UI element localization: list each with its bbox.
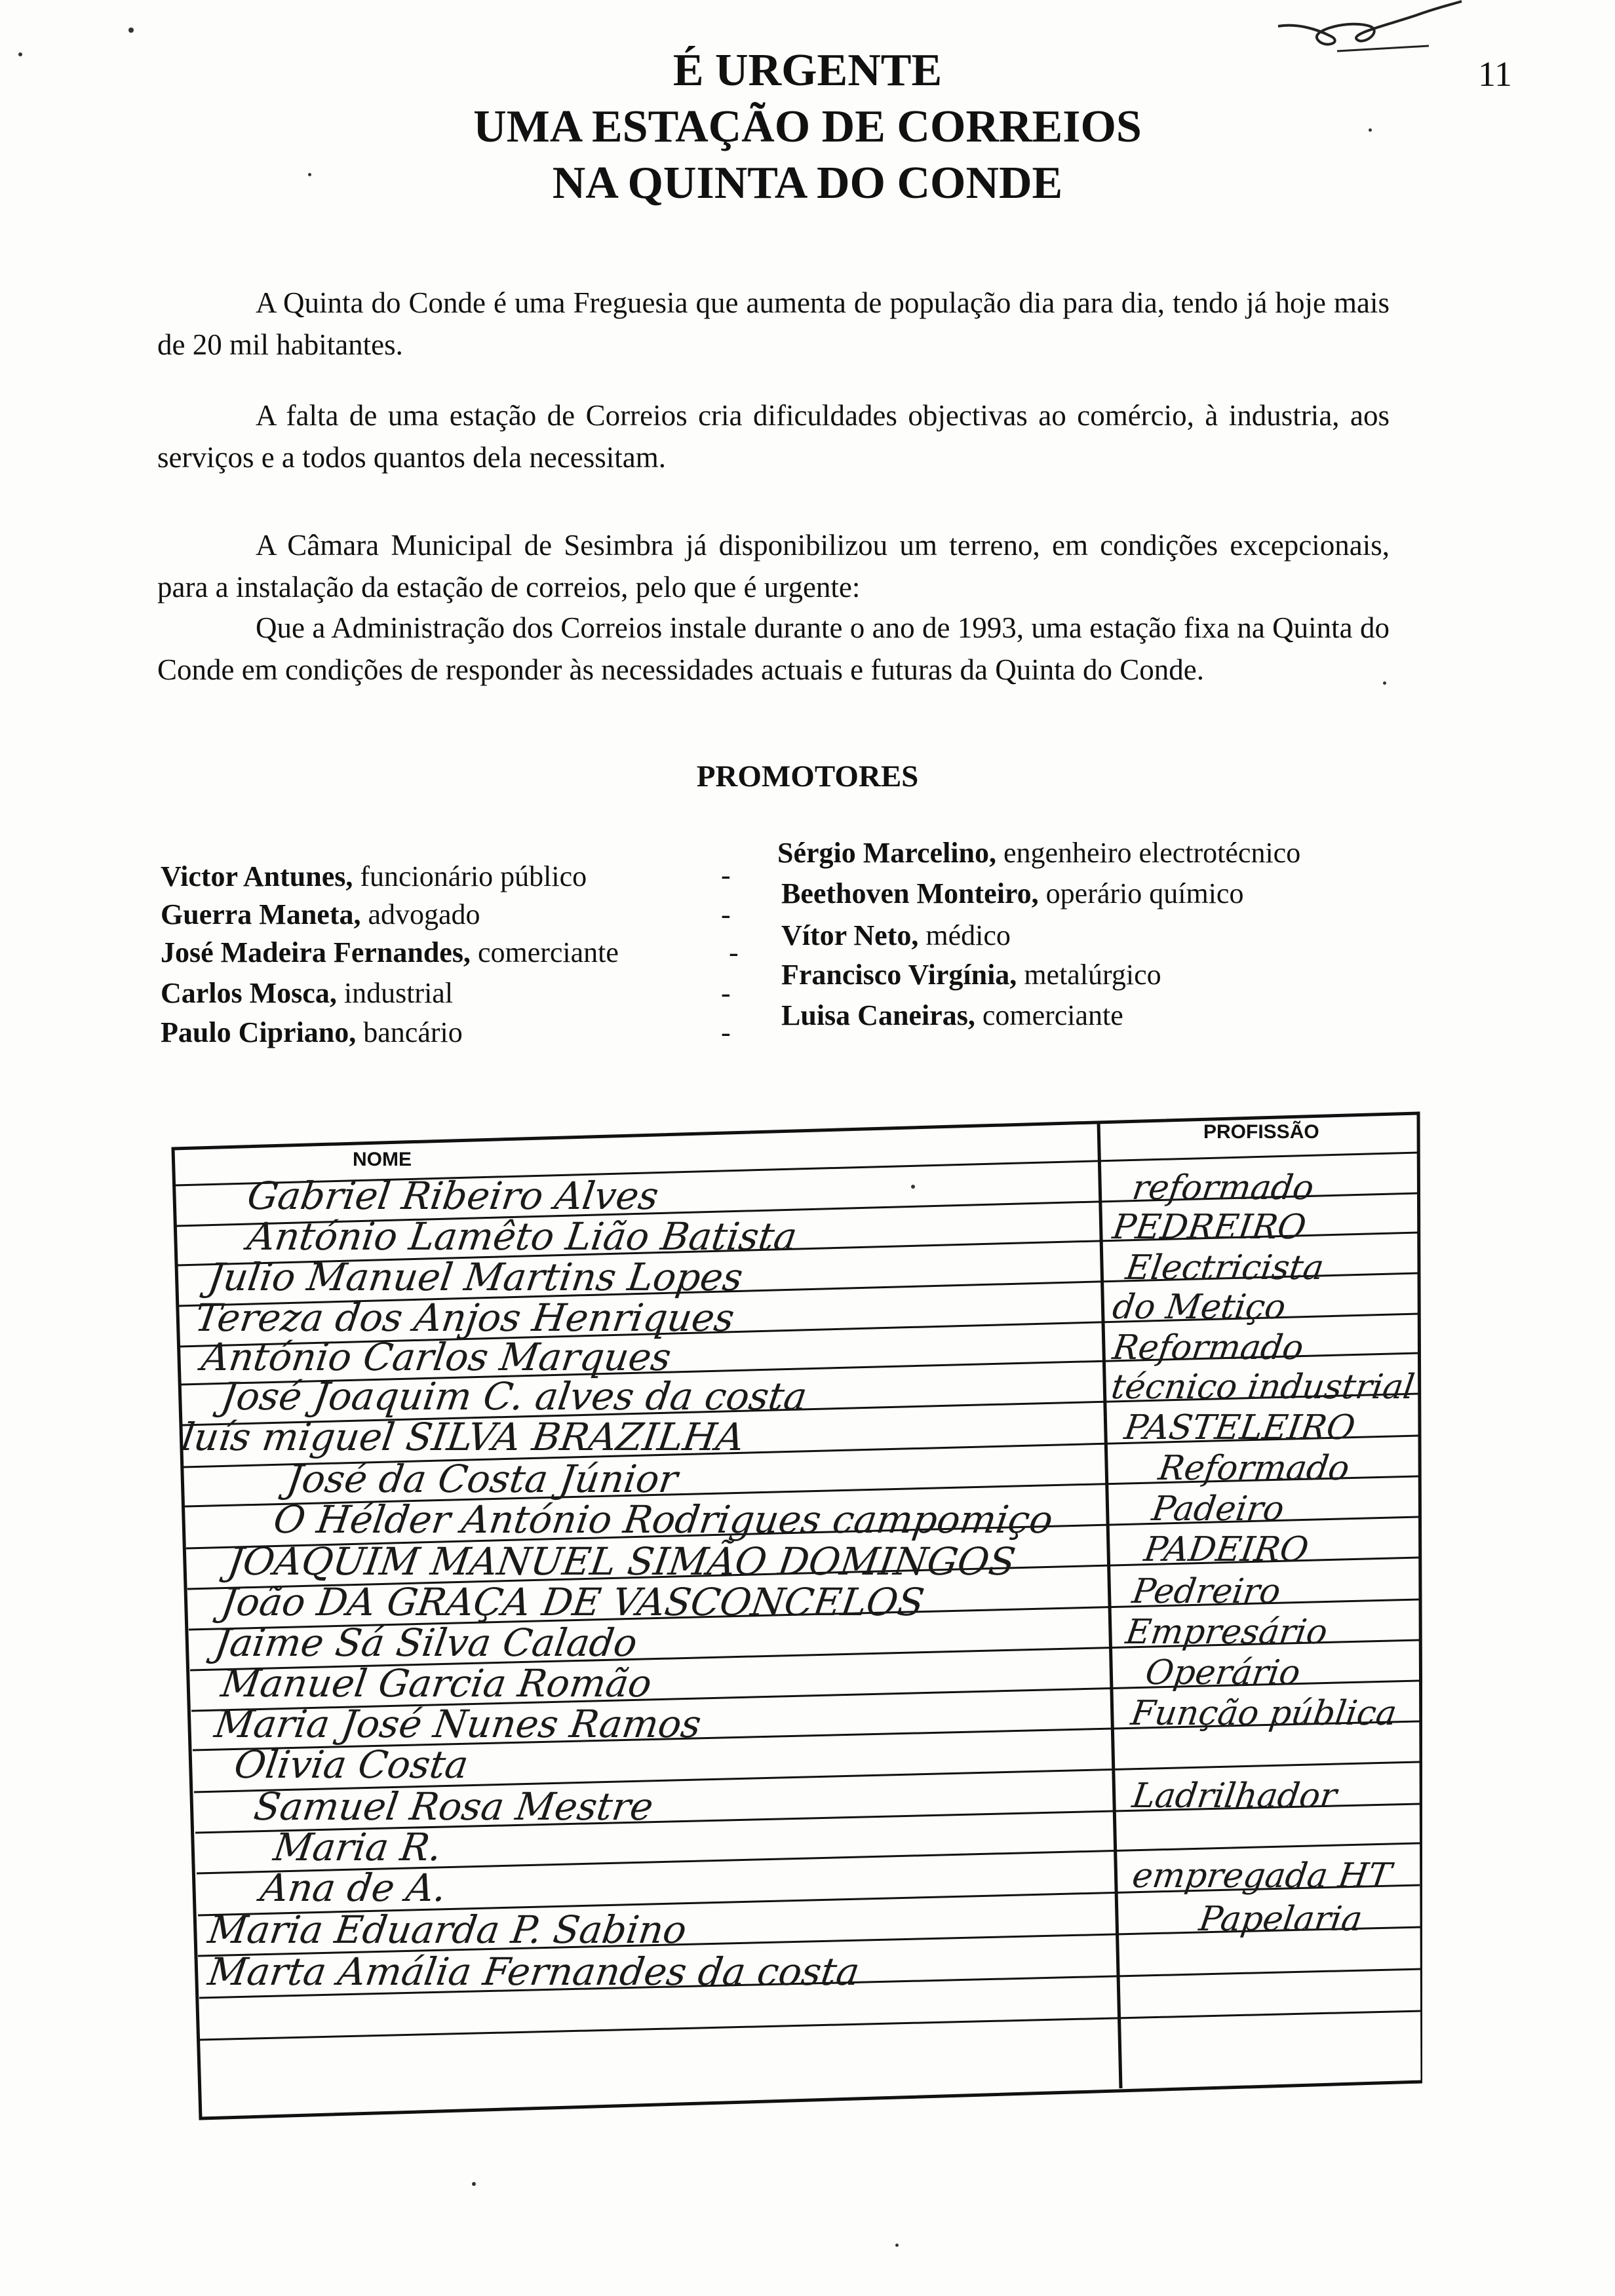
promoter-left-4: Carlos Mosca, industrial — [161, 977, 454, 1009]
signature-row-profession: Empresário — [1123, 1613, 1330, 1652]
signature-row-profession: PEDREIRO — [1110, 1208, 1309, 1247]
promoter-right-4: Francisco Virgínia, metalúrgico — [781, 959, 1161, 991]
promoter-right-2: Beethoven Monteiro, operário químico — [781, 877, 1244, 909]
promoter-right-5: Luisa Caneiras, comerciante — [781, 999, 1123, 1031]
signature-row-profession: técnico industrial — [1108, 1368, 1417, 1407]
signature-row-name: Julio Manuel Martins Lopes — [205, 1255, 746, 1299]
scan-speck — [18, 52, 22, 56]
signature-row-name: O Hélder António Rodrigues campomiço — [271, 1497, 1056, 1542]
scan-speck — [911, 1185, 915, 1189]
promoter-separator: - — [721, 1016, 731, 1048]
promoters-heading: PROMOTORES — [696, 759, 919, 794]
signature-row-name: Maria José Nunes Ramos — [212, 1702, 704, 1746]
signature-row-name: Manuel Garcia Romão — [218, 1661, 655, 1706]
signature-row-profession: Função pública — [1128, 1694, 1399, 1733]
scan-speck — [895, 2244, 899, 2247]
signature-row-name: Ana de A. — [258, 1866, 450, 1910]
signature-row-name: José Joaquim C. alves da costa — [218, 1374, 810, 1419]
scan-speck — [1369, 128, 1372, 132]
title-line-1: É URGENTE — [672, 45, 943, 96]
promoter-left-3: José Madeira Fernandes, comerciante — [161, 936, 619, 968]
paragraph-2: A falta de uma estação de Correios cria dificuldades objectivas ao comércio, à industria, aos serviços e a todos quantos dela necessitam. — [157, 399, 1390, 474]
signature-row-profession: Padeiro — [1149, 1489, 1287, 1529]
signature-row-profession: Pedreiro — [1129, 1572, 1283, 1611]
signature-row-name: António Lamêto Lião Batista — [244, 1214, 800, 1259]
signature-row-name: Olivia Costa — [231, 1742, 471, 1787]
promoter-separator: - — [729, 936, 739, 968]
column-header-name: NOME — [353, 1149, 412, 1170]
promoter-separator: - — [721, 977, 731, 1009]
paragraph-4: Que a Administração dos Correios instale durante o ano de 1993, uma estação fixa na Quinta do Conde em condições de responder às necessidades actuais e futuras da Quinta do Conde. — [157, 611, 1390, 686]
paragraph-1: A Quinta do Conde é uma Freguesia que aumenta de população dia para dia, tendo já hoje mais de 20 mil habitantes. — [157, 286, 1390, 361]
signature-table — [169, 1109, 1422, 2122]
scan-speck — [128, 28, 134, 33]
scan-speck — [308, 173, 311, 176]
signature-row-name: luís miguel SILVA BRAZILHA — [179, 1415, 747, 1459]
promoter-left-5: Paulo Cipriano, bancário — [161, 1016, 463, 1048]
signature-row-name: Tereza dos Anjos Henriques — [192, 1295, 737, 1340]
signature-row-profession: Operário — [1142, 1653, 1303, 1693]
signature-row-name: Jaime Sá Silva Calado — [212, 1620, 640, 1665]
promoter-right-3: Vítor Neto, médico — [781, 919, 1011, 951]
title-line-2: UMA ESTAÇÃO DE CORREIOS — [473, 102, 1142, 152]
signature-row-profession: Reformado — [1110, 1328, 1306, 1368]
signature-row-profession: empregada HT — [1129, 1856, 1394, 1896]
signature-row-profession: Ladrilhador — [1129, 1776, 1340, 1816]
signature-row-name: Gabriel Ribeiro Alves — [244, 1174, 661, 1218]
signature-row-name: António Carlos Marques — [199, 1335, 674, 1379]
scan-speck — [472, 2182, 476, 2186]
promoter-right-1: Sérgio Marcelino, engenheiro electrotécnico — [777, 837, 1301, 869]
page-number: 11 — [1478, 54, 1512, 94]
signature-row-profession: PADEIRO — [1141, 1530, 1311, 1569]
promoter-separator: - — [721, 898, 731, 930]
signature-row-name: Maria R. — [271, 1825, 445, 1869]
signature-row-profession: reformado — [1129, 1168, 1317, 1208]
signature-row-name: José da Costa Júnior — [284, 1457, 681, 1501]
paragraph-3: A Câmara Municipal de Sesimbra já disponibilizou um terreno, em condições excepcionais, para a instalação da estação de correios, pelo que é urgente: — [157, 529, 1390, 603]
scan-speck — [1383, 681, 1386, 685]
signature-row-profession: do Metiço — [1110, 1288, 1289, 1327]
signature-row-profession: PASTELEIRO — [1121, 1408, 1358, 1447]
title-line-3: NA QUINTA DO CONDE — [552, 158, 1063, 208]
promoter-left-1: Victor Antunes, funcionário público — [161, 860, 587, 892]
column-header-profession: PROFISSÃO — [1203, 1121, 1319, 1143]
signature-row-name: Samuel Rosa Mestre — [251, 1784, 656, 1829]
promoter-separator: - — [721, 859, 731, 891]
signature-row-profession: Electricista — [1123, 1248, 1327, 1288]
signature-row-profession: Reformado — [1156, 1449, 1352, 1488]
signature-row-name: João DA GRAÇA DE VASCONCELOS — [218, 1580, 927, 1624]
signature-row-name: JOAQUIM MANUEL SIMÃO DOMINGOS — [225, 1539, 1019, 1584]
signature-row-name: Marta Amália Fernandes da costa — [205, 1949, 863, 1994]
promoter-left-2: Guerra Maneta, advogado — [161, 898, 480, 930]
signature-row-profession: Papelaria — [1196, 1900, 1365, 1939]
signature-row-name: Maria Eduarda P. Sabino — [205, 1907, 690, 1952]
